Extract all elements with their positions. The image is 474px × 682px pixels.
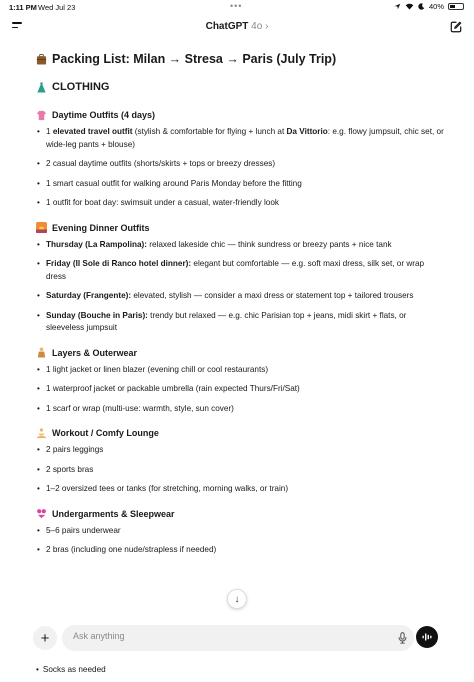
group-heading-text: Undergarments & Sleepwear [52, 508, 175, 519]
status-indicators [394, 2, 464, 11]
status-time: 1:11 PM [9, 3, 37, 12]
list-item [36, 197, 446, 210]
list-item [36, 383, 446, 396]
list-item [36, 464, 446, 477]
item-text: 1 scarf or wrap (multi-use: warmth, style, sun cover) [46, 403, 234, 413]
item-text: 1–2 oversized tees or tanks (for stretching, morning walks, or train) [46, 484, 289, 493]
bold-text: elevated travel outfit [52, 127, 133, 136]
bikini-icon [36, 508, 47, 519]
item-text: 2 bras (including one nude/strapless if needed) [46, 545, 217, 554]
location-icon [394, 3, 401, 10]
list-item [36, 158, 446, 171]
luggage-icon [36, 54, 47, 65]
bold-text: Thursday (La Rampolina): [46, 239, 147, 249]
doc-title-text: Packing List: Milan → Stresa → Paris (July Trip) [52, 52, 337, 66]
outfit-group [36, 342, 446, 416]
group-heading [36, 503, 446, 525]
list-item [36, 483, 446, 496]
wifi-icon [405, 3, 414, 10]
outfit-group [36, 217, 446, 335]
group-heading [36, 217, 446, 239]
model-selector[interactable] [0, 21, 474, 32]
chat-message [36, 46, 446, 564]
status-date: Wed Jul 23 [38, 3, 76, 12]
outfit-group [36, 503, 446, 557]
section-heading [36, 72, 446, 102]
list-item [36, 364, 446, 377]
group-heading [36, 342, 446, 364]
item-text: 1 smart casual outfit for walking around Paris Monday before the fitting [46, 178, 302, 188]
new-chat-icon[interactable] [450, 21, 462, 33]
group-heading-text: Daytime Outfits (4 days) [52, 110, 156, 120]
dress-icon [36, 82, 47, 93]
item-list [36, 239, 446, 335]
list-item [36, 525, 446, 538]
message-input[interactable] [73, 631, 373, 641]
item-text: 1 outfit for boat day: swimsuit under a casual, water-friendly look [46, 198, 279, 207]
item-text: 1 [46, 127, 53, 136]
item-text: : e.g. flowy jumpsuit, chic set, or wide-leg pants + blouse) [46, 127, 444, 149]
status-bar [0, 0, 474, 14]
chevron-right-icon: › [265, 21, 269, 32]
group-heading-text: Evening Dinner Outfits [52, 222, 150, 233]
group-heading-text: Layers & Outerwear [52, 347, 138, 358]
list-item [36, 239, 446, 252]
outfit-group [36, 104, 446, 210]
item-text: (stylish & comfortable for flying + lunch at [132, 127, 287, 136]
bold-text: Da Vittorio [286, 127, 328, 136]
bold-text: Friday (Il Sole di Ranco hotel dinner): [46, 259, 192, 268]
microphone-icon[interactable] [398, 632, 407, 644]
battery-percent: 40% [428, 2, 444, 11]
waveform-icon [422, 632, 433, 642]
outfit-group [36, 422, 446, 496]
group-heading-text: Workout / Comfy Lounge [52, 428, 159, 438]
moon-icon [418, 3, 425, 10]
item-text: elegant but comfortable — e.g. soft maxi dress, silk set, or wrap dress [46, 259, 425, 281]
yoga-icon [36, 428, 47, 439]
item-list [36, 444, 446, 496]
item-text: trendy but relaxed — e.g. chic Parisian top + jeans, midi skirt + flats, or sleeveless jumpsuit [46, 310, 407, 332]
scroll-down-button[interactable] [227, 589, 247, 609]
list-item [36, 258, 446, 283]
item-text: 1 waterproof jacket or packable umbrella (rain expected Thurs/Fri/Sat) [46, 384, 300, 393]
coat-icon [36, 347, 47, 358]
group-heading [36, 422, 446, 444]
plus-icon: + [40, 629, 50, 647]
app-title: ChatGPT [205, 21, 249, 32]
item-text: 5–6 pairs underwear [46, 525, 121, 535]
list-item: • Socks as needed [36, 665, 106, 674]
composer [0, 620, 474, 656]
list-item [36, 126, 446, 151]
bold-text: Sunday (Bouche in Paris): [46, 310, 148, 320]
list-item [36, 444, 446, 457]
item-list [36, 126, 446, 210]
bold-text: Saturday (Frangente): [46, 291, 132, 300]
item-text: 2 casual daytime outfits (shorts/skirts + tops or breezy dresses) [46, 159, 276, 168]
list-item [36, 178, 446, 191]
item-list [36, 364, 446, 416]
item-text: 2 sports bras [46, 464, 94, 474]
sunset-icon [36, 222, 47, 233]
blouse-icon [36, 110, 47, 121]
list-item [36, 290, 446, 303]
list-item [36, 310, 446, 335]
battery-icon [448, 3, 464, 10]
voice-mode-button[interactable] [416, 626, 438, 648]
item-text: 2 pairs leggings [46, 445, 104, 454]
packing-list-title [36, 46, 446, 72]
top-bar [0, 14, 474, 40]
multitasking-dots[interactable]: ••• [230, 1, 243, 11]
message-input-container[interactable] [62, 625, 414, 651]
section-title-text: CLOTHING [52, 81, 110, 93]
model-name: 4o [251, 21, 263, 32]
item-list [36, 525, 446, 557]
item-text: relaxed lakeside chic — think sundress or breezy pants + nice tank [147, 239, 392, 249]
list-item [36, 544, 446, 557]
arrow-down-icon: ↓ [234, 593, 240, 605]
item-text: elevated, stylish — consider a maxi dress or statement top + tailored trousers [131, 291, 414, 300]
item-text: 1 light jacket or linen blazer (evening chill or cool restaurants) [46, 364, 269, 374]
add-attachment-button[interactable] [33, 626, 57, 650]
group-heading [36, 104, 446, 126]
outfit-groups [36, 104, 446, 557]
list-item [36, 403, 446, 416]
